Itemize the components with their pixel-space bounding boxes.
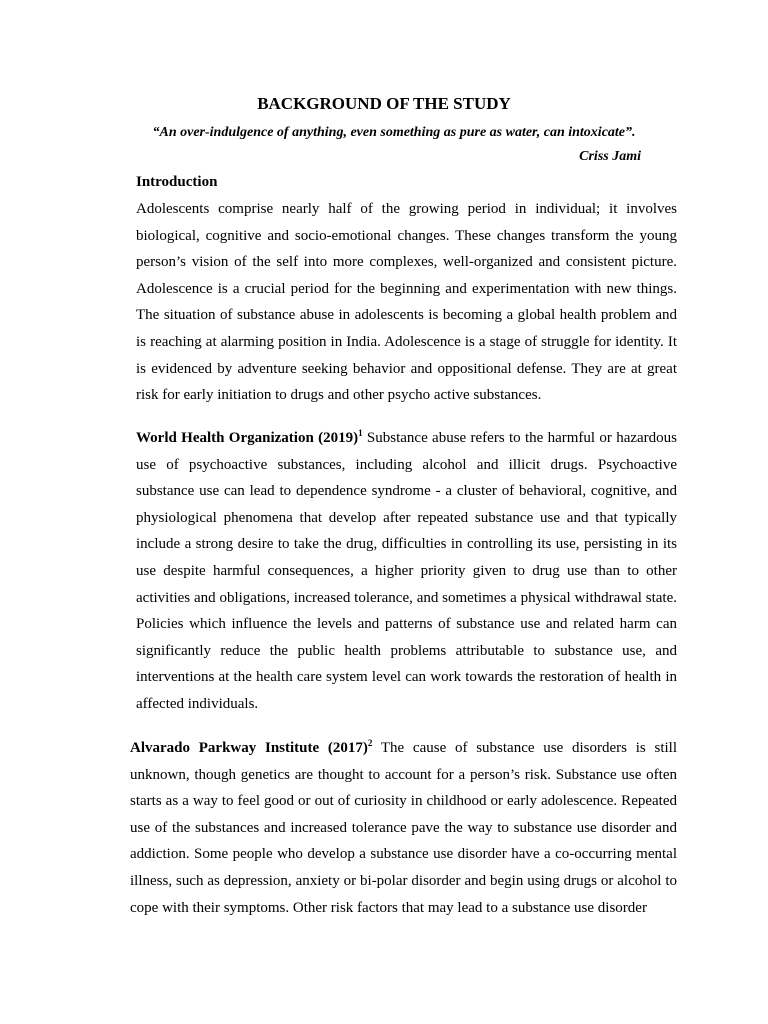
citation-source: Alvarado Parkway Institute (2017)	[130, 740, 368, 756]
epigraph-quote: “An over-indulgence of anything, even something as pure as water, can intoxicate”.	[152, 125, 636, 140]
section-heading-introduction: Introduction	[136, 174, 218, 190]
epigraph-author: Criss Jami	[579, 149, 641, 164]
citation-lead	[136, 430, 363, 446]
paragraph-introduction	[136, 196, 677, 409]
paragraph-text: The cause of substance use disorders is still unknown, though genetics are thought to account for a person’s risk. Substance use often starts as a way to feel good or out of curiosity in childhood or early adolescence. Repeated use of the substances and increased tolerance pave the way to substance use disorder and addiction. Some people who develop a substance use disorder have a co-occurring mental illness, such as depression, anxiety or bi-polar disorder and begin using drugs or alcohol to cope with their symptoms. Other risk factors that may lead to a substance use disorder	[130, 740, 677, 916]
citation-lead	[130, 740, 372, 756]
citation-source: World Health Organization (2019)	[136, 430, 359, 446]
paragraph-text: Adolescents comprise nearly half of the growing period in individual; it involves biological, cognitive and socio-emotional changes. These changes transform the young person’s vision of the self into more complexes, well-organized and consistent picture. Adolescence is a crucial period for the beginning and experimentation with new things. The situation of substance abuse in adolescents is becoming a global health problem and is reaching at alarming position in India. Adolescence is a stage of struggle for identity. It is evidenced by adventure seeking behavior and oppositional defense. They are at great risk for early initiation to drugs and other psycho active substances.	[136, 201, 677, 404]
citation-ref: 2	[367, 738, 373, 748]
paragraph-text: Substance abuse refers to the harmful or hazardous use of psychoactive substances, including alcohol and illicit drugs. Psychoactive substance use can lead to dependence syndrome - a cluster of behavioral, cognitive, and physiological phenomena that develop after repeated substance use and that typically include a strong desire to take the drug, difficulties in controlling its use, persisting in its use despite harmful consequences, a higher priority given to drug use than to other activities and obligations, increased tolerance, and sometimes a physical withdrawal state. Policies which influence the levels and patterns of substance use and related harm can significantly reduce the public health problems attributable to substance use, and interventions at the health care system level can work towards the restoration of health in affected individuals.	[136, 430, 677, 712]
paragraph-alvarado	[130, 735, 677, 925]
citation-ref: 1	[358, 428, 363, 438]
paragraph-who	[136, 425, 677, 718]
document-title: BACKGROUND OF THE STUDY	[257, 94, 511, 113]
